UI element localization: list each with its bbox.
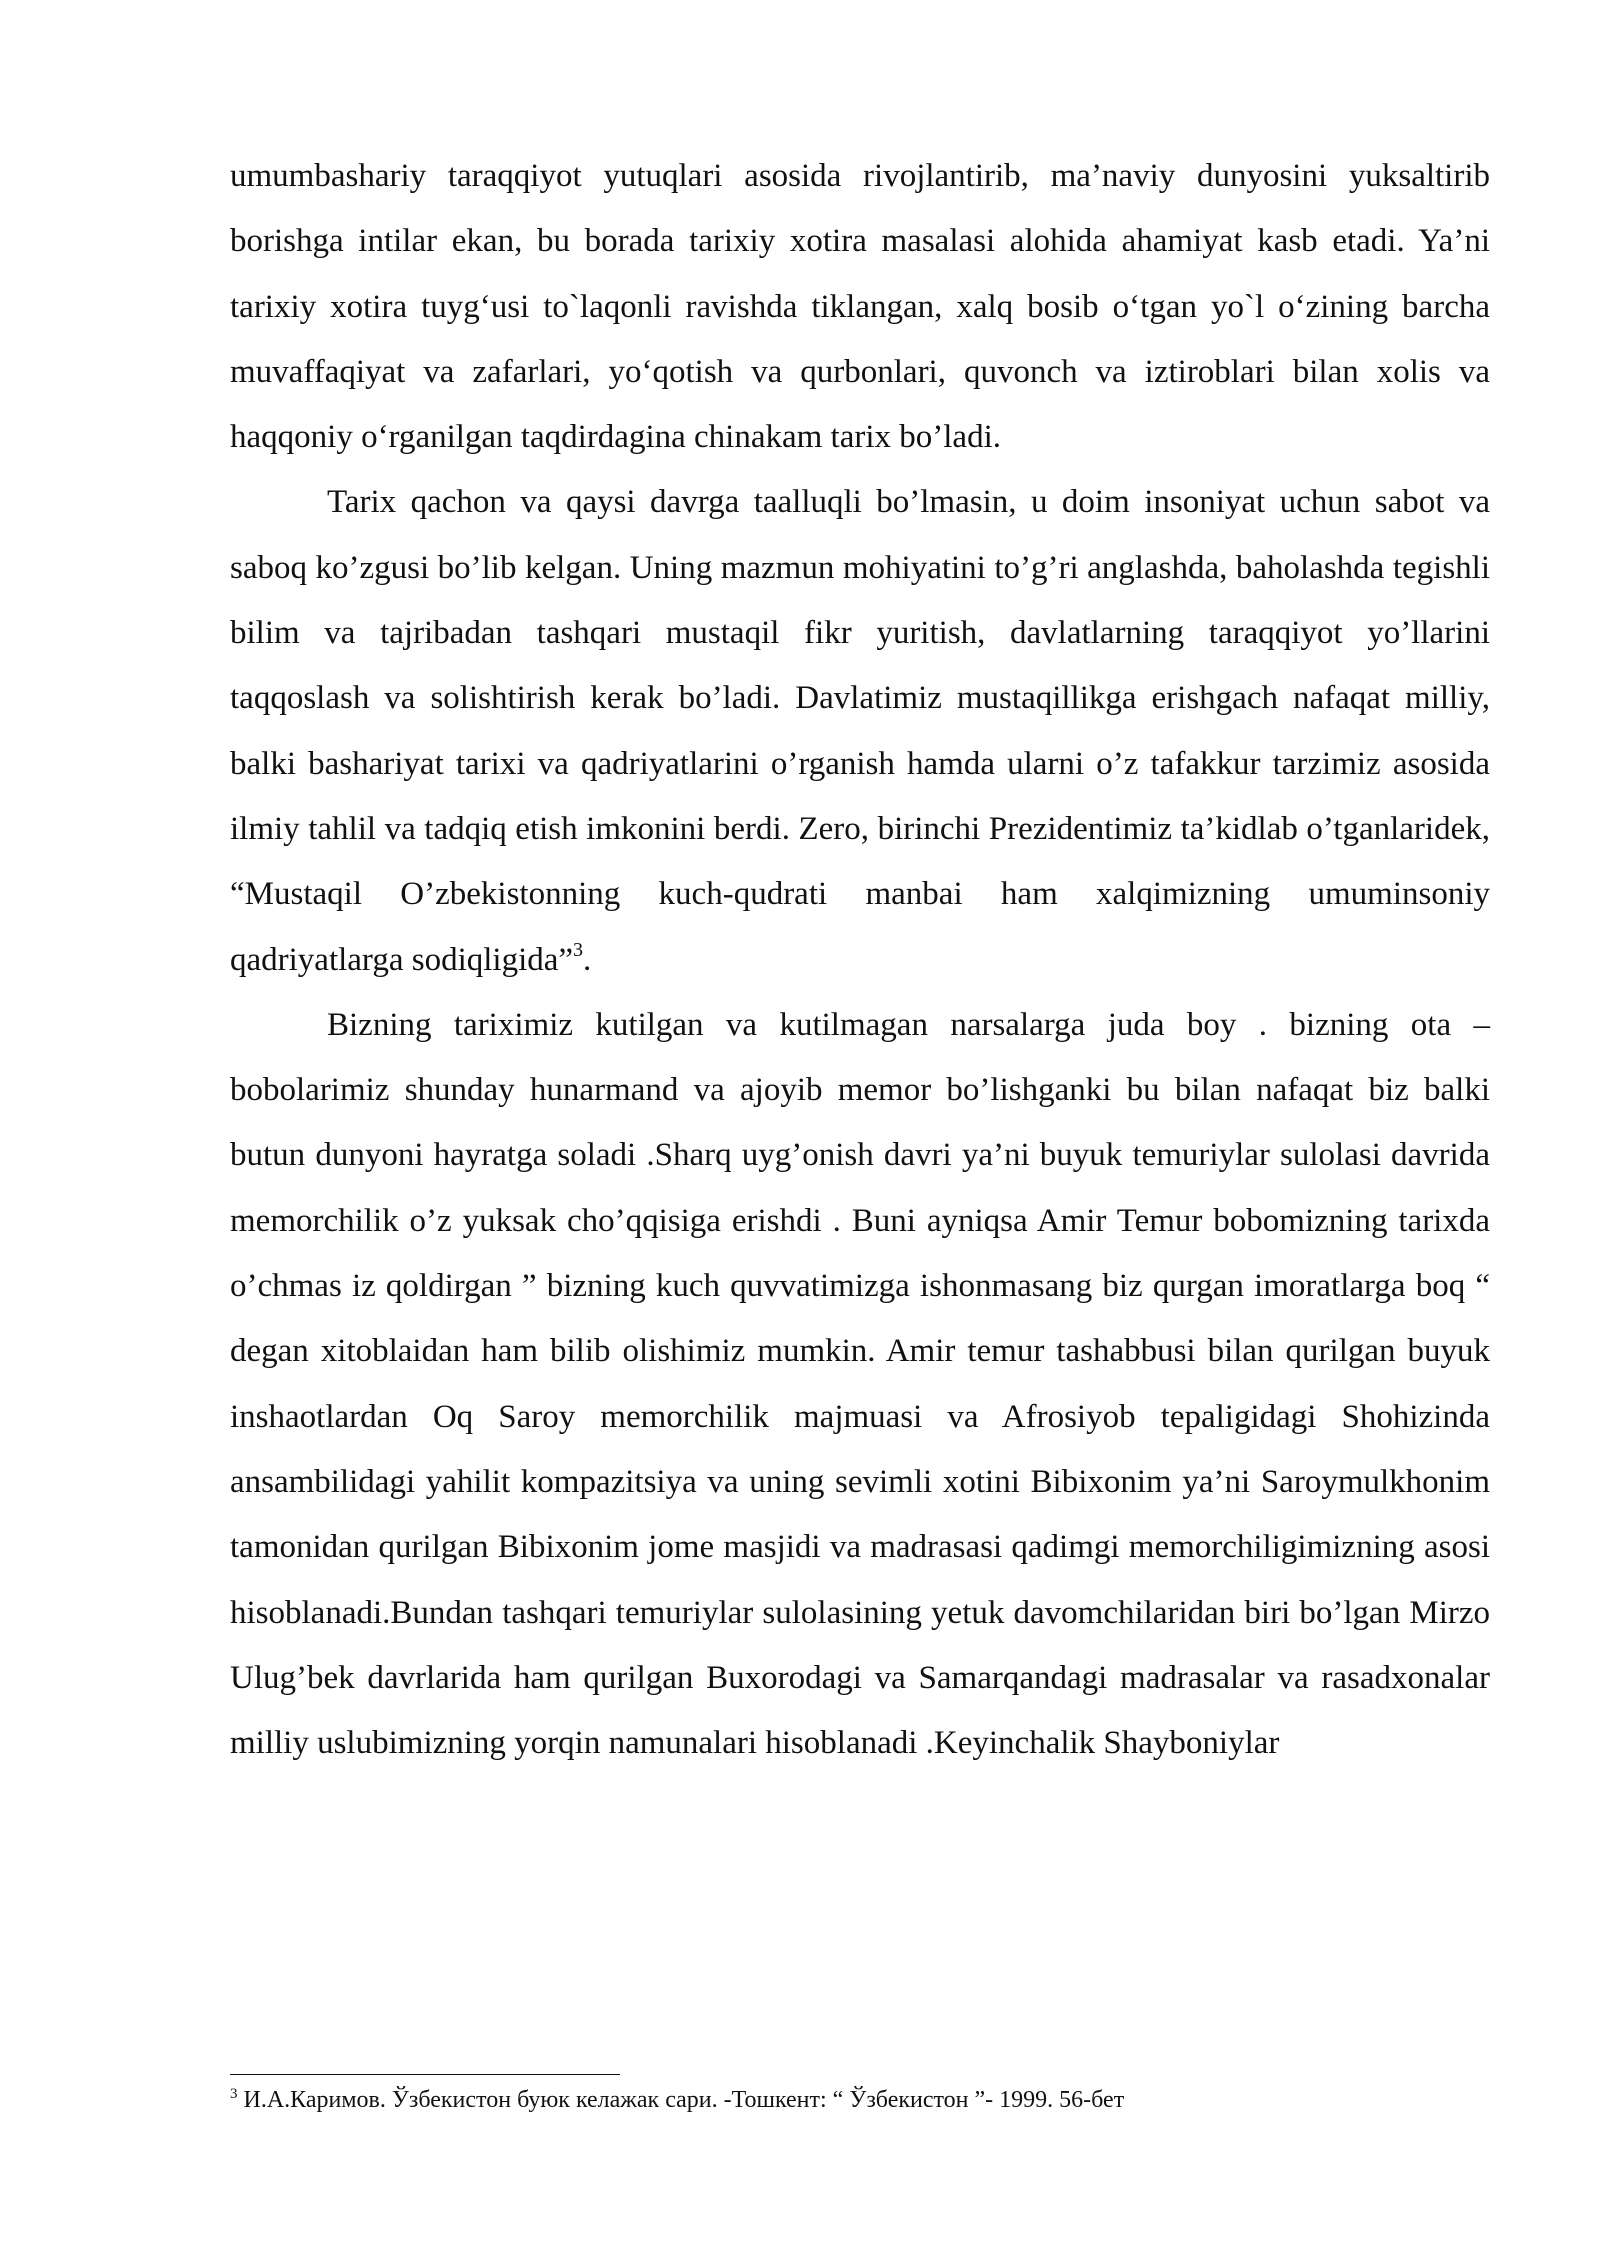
footnote: [230, 2080, 1490, 2120]
paragraph-1: umumbashariy taraqqiyot yutuqlari asosida rivojlantirib, ma’naviy dunyosini yuksaltirib borishga intilar ekan, bu borada tarixiy xotira masalasi alohida ahamiyat kasb etadi. Ya’ni tarixiy xotira tuygʻusi to`laqonli ravishda tiklangan, xalq bosib oʻtgan yo`l oʻzining barcha muvaffaqiyat va zafarlari, yoʻqotish va qurbonlari, quvonch va iztiroblari bilan xolis va haqqoniy oʻrganilgan taqdirdagina chinakam tarix bo’ladi.: [230, 158, 1490, 456]
footnote-reference[interactable]: 3: [573, 938, 584, 961]
page-body: [230, 144, 1490, 1776]
footnote-number: 3: [230, 2086, 238, 2102]
paragraph-2-text: Tarix qachon va qaysi davrga taalluqli bo’lmasin, u doim insoniyat uchun sabot va saboq ko’zgusi bo’lib kelgan. Uning mazmun mohiyatini to’g’ri anglashda, baholashda tegishli bilim va tajribadan tashqari mustaqil fikr yuritish, davlatlarning taraqqiyot yo’llarini taqqoslash va solishtirish kerak bo’ladi. Davlatimiz mustaqillikga erishgach nafaqat milliy, balki bashariyat tarixi va qadriyatlarini o’rganish hamda ularni o’z tafakkur tarzimiz asosida ilmiy tahlil va tadqiq etish imkonini berdi. Zero, birinchi Prezidentimiz ta’kidlab o’tganlaridek, “Mustaqil O’zbekistonning kuch-qudrati manbai ham xalqimizning umuminsoniy qadriyatlarga sodiqligida”: [230, 484, 1490, 978]
footnote-separator: [230, 2074, 620, 2075]
paragraph-3: Bizning tariximiz kutilgan va kutilmagan narsalarga juda boy . bizning ota – bobolarimiz shunday hunarmand va ajoyib memor bo’lishganki bu bilan nafaqat biz balki butun dunyoni hayratga soladi .Sharq uyg’onish davri ya’ni buyuk temuriylar sulolasi davrida memorchilik o’z yuksak cho’qqisiga erishdi . Buni ayniqsa Amir Temur bobomizning tarixda o’chmas iz qoldirgan ” bizning kuch quvvatimizga ishonmasang biz qurgan imoratlarga boq “ degan xitoblaidan ham bilib olishimiz mumkin. Amir temur tashabbusi bilan qurilgan buyuk inshaotlardan Oq Saroy memorchilik majmuasi va Afrosiyob tepaligidagi Shohizinda ansambilidagi yahilit kompazitsiya va uning sevimli xotini Bibixonim ya’ni Saroymulkhonim tamonidan qurilgan Bibixonim jome masjidi va madrasasi qadimgi memorchiligimizning asosi hisoblanadi.Bundan tashqari temuriylar sulolasining yetuk davomchilaridan biri bo’lgan Mirzo Ulug’bek davrlarida ham qurilgan Buxorodagi va Samarqandagi madrasalar va rasadxonalar milliy uslubimizning yorqin namunalari hisoblanadi .Keyinchalik Shayboniylar: [230, 1006, 1490, 1762]
paragraph-2-end-period: .: [583, 941, 592, 978]
paragraph-2: [230, 470, 1490, 992]
footnote-text: И.А.Каримов. Ўзбекистон буюк келажак сари. -Тошкент: “ Ўзбекистон ”- 1999. 56-бет: [237, 2087, 1125, 2113]
